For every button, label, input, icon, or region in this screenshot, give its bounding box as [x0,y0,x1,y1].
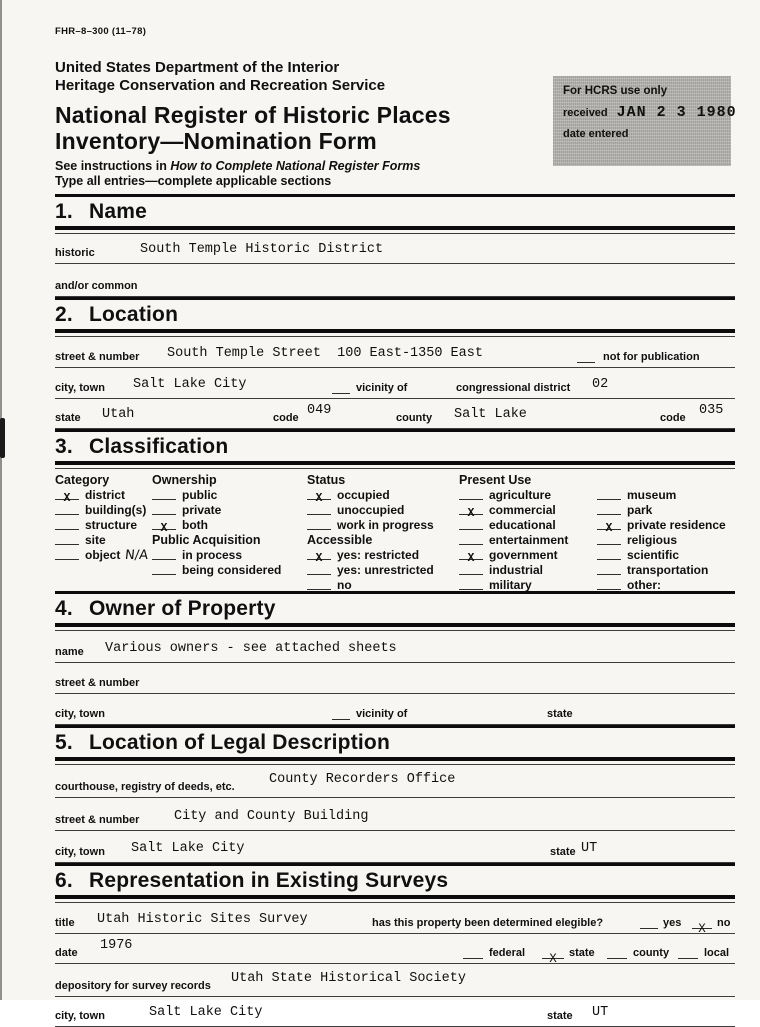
section-3-classification [55,429,735,591]
section-rule [55,757,735,761]
field-and-or-common [55,264,735,297]
checkbox-agriculture: agriculture [459,488,568,503]
eligible-no-label: no [717,917,731,929]
ownership-column [124,473,282,578]
field-owner-city [55,694,735,725]
checkbox-educational: educational [459,518,568,533]
county-value: Salt Lake [454,407,527,422]
checkbox-no: no [307,578,434,593]
federal-label: federal [489,947,526,959]
status-column [307,473,434,593]
section-rule [55,329,735,333]
section-4-owner [55,591,735,725]
eligible-question-label: has this property been determined elegible? [372,917,604,929]
section-rule [55,461,735,465]
checkbox-unoccupied: unoccupied [307,503,434,518]
legal-state-label: state [550,846,576,858]
checkbox-religious: religious [597,533,726,548]
section-1-name [55,194,735,297]
survey-state-label: state [547,1010,573,1022]
eligible-yes-label: yes [663,917,682,929]
section-2-heading: 2. Location [55,303,179,326]
section-2-location [55,297,735,429]
legal-state-value: UT [581,841,598,856]
checkbox-private-residence: X private residence [597,518,726,533]
legal-street-label: street & number [55,814,140,826]
owner-city-label: city, town [55,708,105,720]
public-acquisition-title: Public Acquisition [152,533,261,547]
section-3-heading: 3. Classification [55,435,229,458]
instructions-line2: Type all entries—complete applicable sections [55,173,332,188]
checkbox-park: park [597,503,726,518]
field-depository [55,964,735,997]
form-title-line1: National Register of Historic Places [55,102,451,128]
agency-line1: United States Department of the Interior [55,59,340,76]
checkbox-government: X government [459,548,568,563]
section-1-heading: 1. Name [55,200,147,223]
owner-state-label: state [547,708,573,720]
survey-date-value: 1976 [100,938,133,953]
category-title: Category [55,473,110,487]
checkbox-public: public [152,488,281,503]
classification-grid [55,469,735,591]
owner-name-label: name [55,646,84,658]
stamp-title: For HCRS use only [563,85,668,97]
checkbox-buildings: building(s) [55,503,146,518]
checkbox-private: private [152,503,281,518]
received-date-stamp: JAN 2 3 1980 [616,104,737,121]
checkbox-other: other: [597,578,726,593]
code-value: 049 [307,403,332,418]
historic-value: South Temple Historic District [140,242,384,257]
street-number-value: South Temple Street 100 East-1350 East [167,346,483,361]
checkbox-both: X both [152,518,281,533]
checkbox-district: X district [55,488,146,503]
county-label: county [396,412,433,424]
state-label: state [55,412,81,424]
section-rule [55,895,735,899]
accessible-title: Accessible [307,533,373,547]
checkbox-structure: structure [55,518,146,533]
field-courthouse [55,765,735,798]
section-4-heading: 4. Owner of Property [55,597,276,620]
congressional-district-label: congressional district [456,382,571,394]
and-or-common-label: and/or common [55,280,138,292]
code2-label: code [660,412,686,424]
field-survey-date [55,934,735,964]
survey-state-value: UT [592,1005,609,1020]
section-5-heading: 5. Location of Legal Description [55,731,390,754]
section-rule [55,226,735,230]
local-label: local [704,947,730,959]
legal-city-label: city, town [55,846,105,858]
checkbox-occupied: X occupied [307,488,434,503]
city-town-value: Salt Lake City [133,377,247,392]
not-for-publication-label: not for publication [603,351,700,363]
section-5-legal-description [55,725,735,863]
survey-date-label: date [55,947,78,959]
field-survey-title [55,903,735,934]
checkbox-object: object [55,548,146,563]
present-use-title: Present Use [459,473,532,487]
legal-street-value: City and County Building [174,809,369,824]
checkbox-yes-restricted: X yes: restricted [307,548,434,563]
na-handwritten: N/A [124,548,149,563]
depository-value: Utah State Historical Society [231,971,466,986]
vicinity-blank [332,380,350,394]
survey-city-label: city, town [55,1010,105,1022]
field-survey-city [55,997,735,1027]
form-number: FHR–8–300 (11–78) [55,26,147,37]
state-checkbox-label: state [569,947,595,959]
field-owner-name [55,631,735,663]
state-blank: X [542,945,564,959]
legal-city-value: Salt Lake City [131,841,245,856]
date-entered-label: date entered [563,128,629,140]
local-blank [678,945,698,959]
congressional-district-value: 02 [592,377,609,392]
checkbox-work-in-progress: work in progress [307,518,434,533]
code2-value: 035 [699,403,724,418]
checkbox-museum: museum [597,488,726,503]
not-for-publication-blank [577,349,595,363]
historic-label: historic [55,247,95,259]
form-title-line2: Inventory—Nomination Form [55,128,377,154]
survey-title-label: title [55,917,75,929]
field-legal-city [55,831,735,863]
checkbox-entertainment: entertainment [459,533,568,548]
courthouse-label: courthouse, registry of deeds, etc. [55,781,235,793]
received-label: received [563,106,608,119]
status-title: Status [307,473,346,487]
checkbox-industrial: industrial [459,563,568,578]
owner-vicinity-label: vicinity of [356,708,408,720]
street-number-label: street & number [55,351,140,363]
form-instructions [55,159,735,188]
owner-street-label: street & number [55,677,140,689]
form-title [55,102,735,154]
checkbox-being-considered: being considered [152,563,281,578]
depository-label: depository for survey records [55,980,211,992]
city-town-label: city, town [55,382,105,394]
eligible-no-blank: X [692,915,712,929]
field-legal-street [55,798,735,831]
field-street-number [55,337,735,368]
courthouse-value: County Recorders Office [269,772,456,787]
section-rule [55,623,735,627]
vicinity-label: vicinity of [356,382,408,394]
field-city-town [55,368,735,399]
instructions-line1: See instructions in How to Complete National Register Forms [55,159,421,173]
owner-vicinity-blank [332,706,350,720]
field-state-county [55,399,735,429]
checkbox-yes-unrestricted: yes: unrestricted [307,563,434,578]
code-label: code [273,412,299,424]
section-6-surveys [55,863,735,1027]
agency-name [55,59,735,95]
state-value: Utah [102,407,135,422]
survey-title-value: Utah Historic Sites Survey [97,912,308,927]
checkbox-military: military [459,578,568,593]
present-use-column-2 [597,473,726,593]
field-owner-street [55,663,735,694]
ownership-title: Ownership [152,473,217,487]
survey-city-value: Salt Lake City [149,1005,263,1020]
county-checkbox-label: county [633,947,670,959]
owner-name-value: Various owners - see attached sheets [105,641,397,656]
section-6-heading: 6. Representation in Existing Surveys [55,869,449,892]
checkbox-site: site [55,533,146,548]
agency-line2: Heritage Conservation and Recreation Service [55,77,386,94]
checkbox-scientific: scientific [597,548,726,563]
checkbox-transportation: transportation [597,563,726,578]
checkbox-in-process: N/A in process [124,548,243,563]
field-historic [55,234,735,264]
checkbox-commercial: X commercial [459,503,568,518]
federal-blank [463,945,483,959]
present-use-column-1 [459,473,568,593]
eligible-yes-blank [640,915,658,929]
county-blank [607,945,627,959]
